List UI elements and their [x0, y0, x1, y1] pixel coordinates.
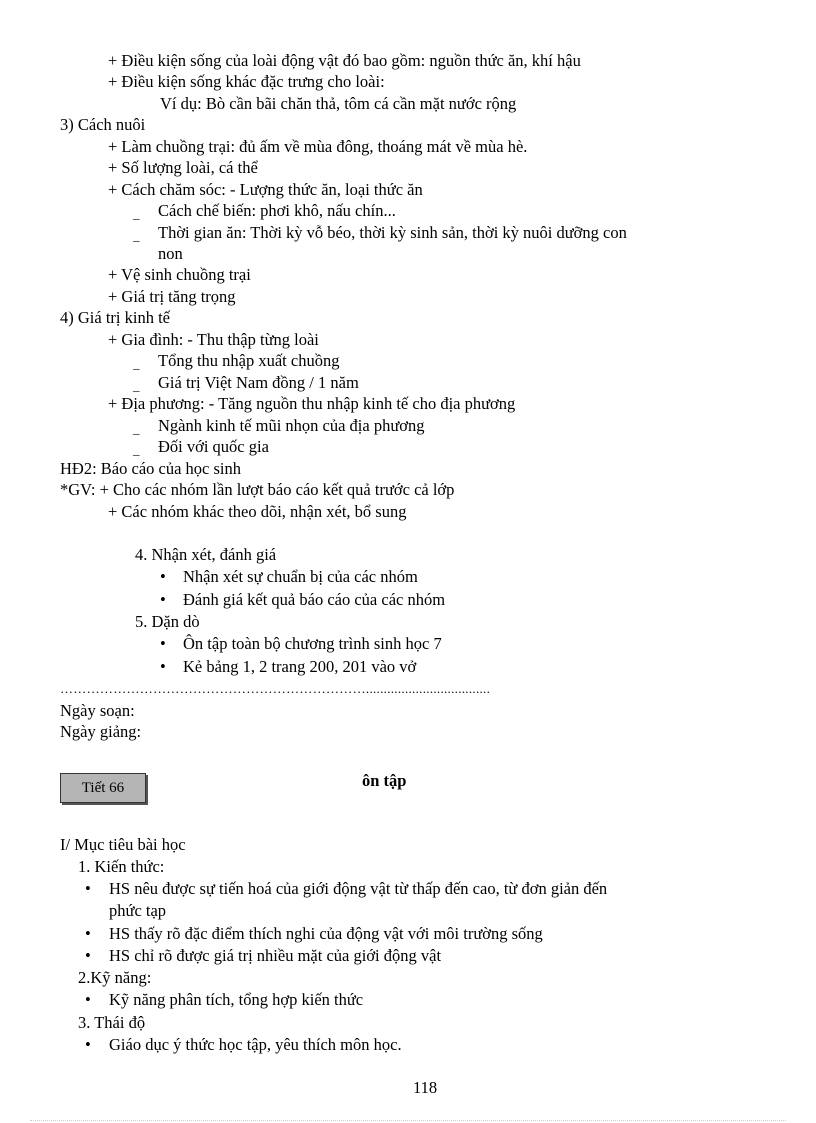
- bullet-marker: •: [160, 634, 166, 653]
- text-line: + Địa phương: - Tăng nguồn thu nhập kinh tế cho địa phương: [108, 394, 516, 413]
- lesson-number-box: [60, 773, 146, 803]
- lesson-number: Tiết 66: [81, 779, 125, 796]
- bullet-marker: •: [160, 590, 166, 609]
- dotted-separator: ……………………………………………………………...................................: [60, 681, 491, 696]
- text-line: + Điều kiện sống của loài động vật đó bao gồm: nguồn thức ăn, khí hậu: [108, 51, 581, 70]
- subheading: 2.Kỹ năng:: [78, 968, 152, 987]
- bullet-marker: •: [160, 657, 166, 676]
- text-line: Ví dụ: Bò cần bãi chăn thả, tôm cá cần mặt nước rộng: [160, 94, 517, 113]
- bullet-marker: •: [85, 879, 91, 898]
- text-line: Đối với quốc gia: [158, 437, 269, 456]
- text-line: Giá trị Việt Nam đồng / 1 năm: [158, 373, 359, 392]
- bullet-marker: •: [85, 924, 91, 943]
- text-line: non: [158, 244, 183, 263]
- text-line: + Số lượng loài, cá thể: [108, 158, 258, 177]
- page-bottom-rule: [30, 1120, 786, 1121]
- text-line: Thời gian ăn: Thời kỳ vỗ béo, thời kỳ sinh sản, thời kỳ nuôi dưỡng con: [158, 223, 627, 242]
- dash-marker: _: [133, 356, 140, 371]
- text-line: Kỹ năng phân tích, tổng hợp kiến thức: [109, 990, 364, 1009]
- dash-marker: _: [133, 206, 140, 221]
- text-line: Nhận xét sự chuẩn bị của các nhóm: [183, 567, 418, 586]
- text-line: Ôn tập toàn bộ chương trình sinh học 7: [183, 634, 442, 653]
- page-number: 118: [413, 1078, 438, 1097]
- text-line: + Các nhóm khác theo dõi, nhận xét, bổ sung: [108, 502, 407, 521]
- text-line: HS chỉ rõ được giá trị nhiều mặt của giới động vật: [109, 946, 442, 965]
- text-line: + Gia đình: - Thu thập từng loài: [108, 330, 319, 349]
- text-line: phức tạp: [109, 901, 167, 920]
- bullet-marker: •: [85, 946, 91, 965]
- text-line: Đánh giá kết quả báo cáo của các nhóm: [183, 590, 446, 609]
- text-line: + Điều kiện sống khác đặc trưng cho loài:: [108, 72, 385, 91]
- bullet-marker: •: [85, 990, 91, 1009]
- text-line: HS thấy rõ đặc điểm thích nghi của động vật với môi trường sống: [109, 924, 543, 943]
- subheading: 1. Kiến thức:: [78, 857, 165, 876]
- dash-marker: _: [133, 378, 140, 393]
- dash-marker: _: [133, 442, 140, 457]
- section-heading: 3) Cách nuôi: [60, 115, 146, 134]
- text-line: + Làm chuồng trại: đủ ấm về mùa đông, thoáng mát về mùa hè.: [108, 137, 528, 156]
- numbered-heading: 5. Dặn dò: [135, 612, 200, 631]
- text-line: HS nêu được sự tiến hoá của giới động vật từ thấp đến cao, từ đơn giản đến: [109, 879, 608, 898]
- section-heading: I/ Mục tiêu bài học: [60, 835, 186, 854]
- bullet-marker: •: [160, 567, 166, 586]
- section-heading: 4) Giá trị kinh tế: [60, 308, 170, 327]
- text-line: Giáo dục ý thức học tập, yêu thích môn học.: [109, 1035, 402, 1054]
- dash-marker: _: [133, 228, 140, 243]
- numbered-heading: 4. Nhận xét, đánh giá: [135, 545, 277, 564]
- lesson-title: ôn tập: [362, 771, 407, 790]
- subheading: 3. Thái độ: [78, 1013, 146, 1032]
- text-line: + Giá trị tăng trọng: [108, 287, 236, 306]
- text-line: Kẻ bảng 1, 2 trang 200, 201 vào vở: [183, 657, 417, 676]
- text-line: Ngành kinh tế mũi nhọn của địa phương: [158, 416, 425, 435]
- text-line: + Vệ sinh chuồng trại: [108, 265, 251, 284]
- date-taught-label: Ngày giảng:: [60, 722, 142, 741]
- text-line: + Cách chăm sóc: - Lượng thức ăn, loại thức ăn: [108, 180, 423, 199]
- date-prepared-label: Ngày soạn:: [60, 701, 135, 720]
- text-line: Tổng thu nhập xuất chuồng: [158, 351, 340, 370]
- bullet-marker: •: [85, 1035, 91, 1054]
- section-heading: HĐ2: Báo cáo của học sinh: [60, 459, 241, 478]
- text-line: *GV: + Cho các nhóm lần lượt báo cáo kết quả trước cả lớp: [60, 480, 455, 499]
- text-line: Cách chế biến: phơi khô, nấu chín...: [158, 201, 396, 220]
- dash-marker: _: [133, 421, 140, 436]
